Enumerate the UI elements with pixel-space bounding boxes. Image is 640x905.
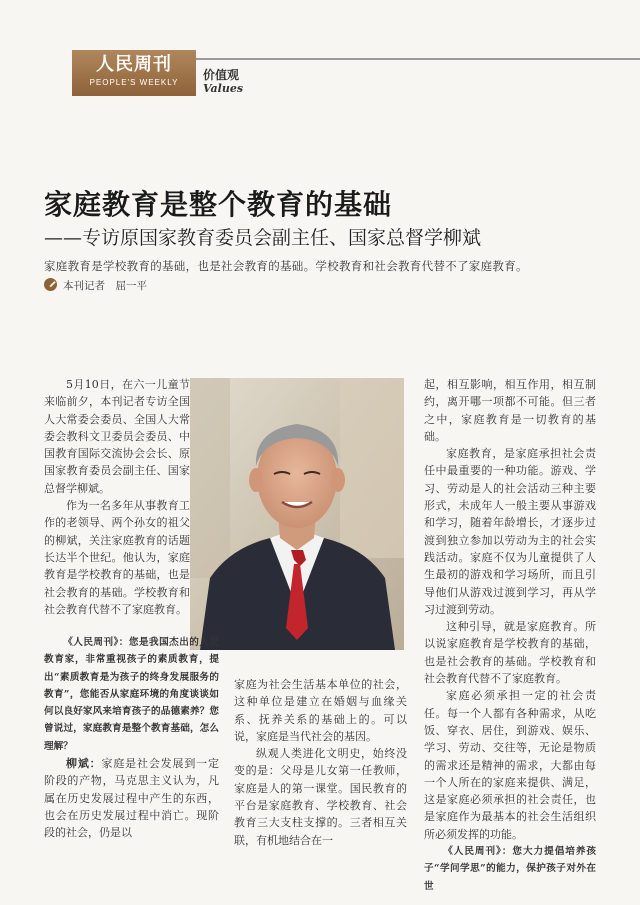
interview-question: [424, 843, 596, 895]
paragraph: 家庭为社会生活基本单位的社会，这种单位是建立在婚姻与血缘关系、抚养关系的基础上的。可以说，家庭是当代社会的基因。: [234, 678, 407, 743]
paragraph: 家庭教育，是家庭承担社会责任中最重要的一种功能。游戏、学习、劳动是人的社会活动三种主要形式，未成年人一般主要从事游戏和学习，随着年龄增长，才逐步过渡到独立参加以劳动为主的社会实践活动。家庭不仅为儿童提供了人生最初的游戏和学习场所，而且引导他们从游戏过渡到学习，再从学习过渡到劳动。: [424, 447, 596, 616]
portrait-photo: [190, 378, 404, 650]
question-label: 《人民周刊》：: [443, 846, 513, 858]
body-column-1: [44, 376, 190, 618]
byline-text: 本刊记者 屈一平: [63, 280, 147, 292]
logo-chinese: 人民周刊: [96, 54, 172, 75]
paragraph: 起，相互影响，相互作用，相互制约，离开哪一项都不可能。但三者之中，家庭教育是一切教育的基础。: [424, 378, 596, 443]
magazine-logo: [72, 50, 196, 96]
body-column-1-lower: [44, 634, 219, 842]
section-label: 价值观: [203, 68, 240, 82]
answer-text: 家庭是社会发展到一定阶段的产物，马克思主义认为，凡属在历史发展过程中产生的东西，也会在历史发展过程中消亡。现阶段的社会，仍是以: [44, 757, 219, 840]
article-headline: 家庭教育是整个教育的基础: [44, 188, 393, 221]
article-byline: [44, 278, 147, 294]
answer-label: 柳斌：: [66, 757, 102, 771]
interview-answer: [44, 755, 219, 841]
paragraph: 5月10日，在六一儿童节来临前夕，本刊记者专访全国人大常委会委员、全国人大常委会教科文卫委员会委员、中国教育国际交流协会会长、原国家教育委员会副主任、国家总督学柳斌。: [44, 378, 190, 495]
paragraph: 家庭必须承担一定的社会责任。每一个人都有各种需求，从吃饭、穿衣、居住，到游戏、娱乐、学习、劳动、交往等，无论是物质的需求还是精神的需求，大都由每一个人所在的家庭来提供、满足，这是家庭必须承担的社会责任，也是家庭作为最基本的社会生活组织所必须发挥的功能。: [424, 689, 596, 841]
article-deck: 家庭教育是学校教育的基础，也是社会教育的基础。学校教育和社会教育代替不了家庭教育。: [44, 259, 528, 273]
question-text: 您大力提倡培养孩子“学问学思”的能力，保护孩子对外在世: [424, 846, 597, 892]
paragraph: 作为一名多年从事教育工作的老领导、两个孙女的祖父的柳斌，关注家庭教育的话题长达半个世纪。他认为，家庭教育是学校教育的基础，也是社会教育的基础。学校教育和社会教育代替不了家庭教育。: [44, 499, 190, 616]
body-column-3: [424, 376, 596, 895]
question-label: 《人民周刊》：: [63, 637, 129, 648]
body-column-2: [234, 676, 407, 849]
article-subheadline: ——专访原国家教育委员会副主任、国家总督学柳斌: [44, 227, 482, 249]
question-text: 您是我国杰出的人民教育家，非常重视孩子的素质教育，提出“素质教育是为孩子的终身发展服务的教育”，您能否从家庭环境的角度谈谈如何以良好家风来培育孩子的品德素养？您曾说过，家庭教育是整个教育基础，怎么理解？: [44, 637, 220, 752]
logo-english: PEOPLE'S WEEKLY: [89, 78, 179, 87]
portrait-illustration: [190, 378, 404, 650]
pen-icon: [44, 278, 57, 291]
interview-question: [44, 634, 219, 755]
section-label-english: Values: [203, 82, 244, 95]
paragraph: 这种引导，就是家庭教育。所以说家庭教育是学校教育的基础，也是社会教育的基础。学校教育和社会教育代替不了家庭教育。: [424, 620, 596, 686]
paragraph: 纵观人类进化文明史，始终没变的是：父母是儿女第一任教师，家庭是人的第一课堂。国民教育的平台是家庭教育、学校教育、社会教育三大支柱支撑的。三者相互关联，有机地结合在一: [234, 747, 407, 847]
